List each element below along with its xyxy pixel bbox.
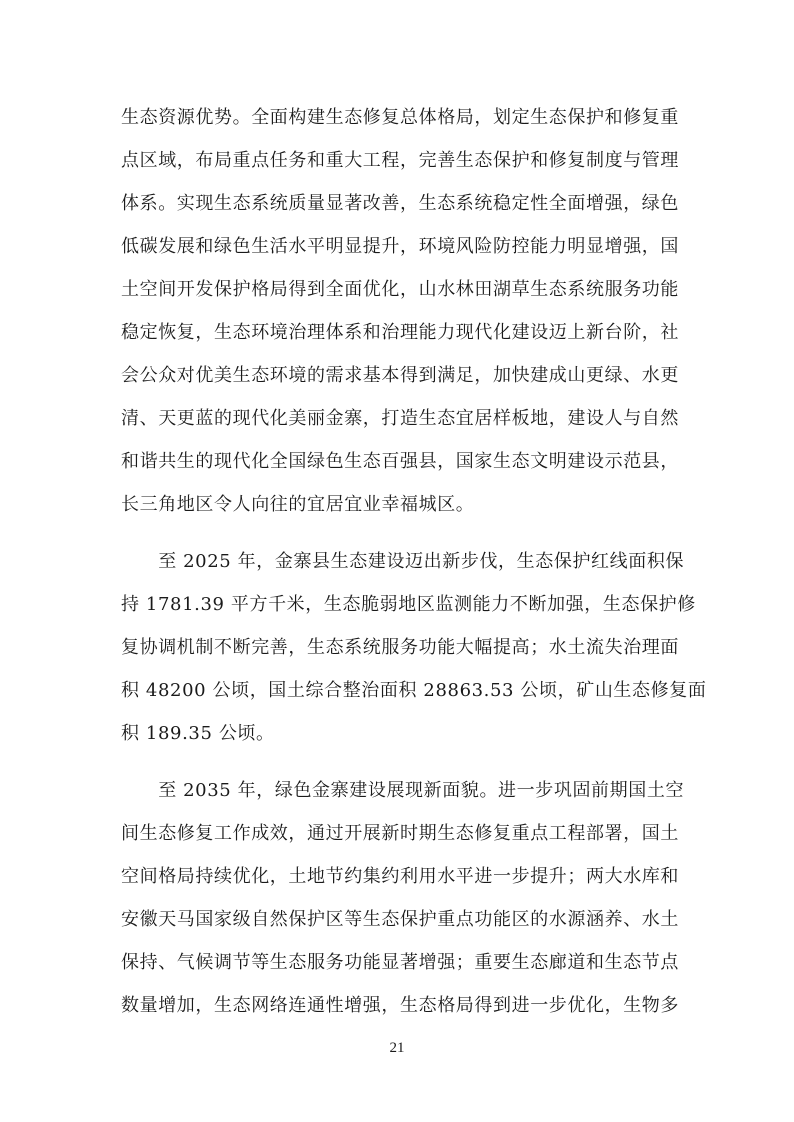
paragraph-gap [121,755,679,769]
text-line: 体系。实现生态系统质量显著改善，生态系统稳定性全面增强，绿色 [121,193,679,214]
paragraph-3 [121,769,685,1027]
page-number: 21 [389,1040,405,1056]
text-line: 数量增加，生态网络连通性增强，生态格局得到进一步优化，生物多 [121,995,679,1016]
text-line: 点区域，布局重点任务和重大工程，完善生态保护和修复制度与管理 [121,150,679,171]
text-line: 复协调机制不断完善，生态系统服务功能大幅提高；水土流失治理面 [121,637,679,658]
text-line: 稳定恢复，生态环境治理体系和治理能力现代化建设迈上新台阶，社 [121,322,679,343]
text-line: 生态资源优势。全面构建生态修复总体格局，划定生态保护和修复重 [121,107,679,128]
text-line: 保持、气候调节等生态服务功能显著增强；重要生态廊道和生态节点 [121,952,679,973]
text-line: 积 48200 公顷，国土综合整治面积 28863.53 公顷，矿山生态修复面 [121,680,707,701]
paragraph-gap [121,526,679,540]
text-line: 持 1781.39 平方千米，生态脆弱地区监测能力不断加强，生态保护修 [121,594,696,615]
text-line: 长三角地区令人向往的宜居宜业幸福城区。 [121,494,475,515]
text-line: 至 2025 年，金寨县生态建设迈出新步伐，生态保护红线面积保 [121,551,685,572]
document-body [121,96,707,1027]
text-line: 间生态修复工作成效，通过开展新时期生态修复重点工程部署，国土 [121,823,679,844]
text-line: 空间格局持续优化，土地节约集约利用水平进一步提升；两大水库和 [121,866,679,887]
text-line: 低碳发展和绿色生活水平明显提升，环境风险防控能力明显增强，国 [121,236,679,257]
text-line: 安徽天马国家级自然保护区等生态保护重点功能区的水源涵养、水土 [121,909,679,930]
text-line: 清、天更蓝的现代化美丽金寨，打造生态宜居样板地，建设人与自然 [121,408,679,429]
paragraph-1 [121,96,679,526]
text-line: 和谐共生的现代化全国绿色生态百强县，国家生态文明建设示范县， [121,451,679,472]
text-line: 积 189.35 公顷。 [121,723,275,744]
text-line: 至 2035 年，绿色金寨建设展现新面貌。进一步巩固前期国土空 [121,780,685,801]
text-line: 会公众对优美生态环境的需求基本得到满足，加快建成山更绿、水更 [121,365,679,386]
text-line: 土空间开发保护格局得到全面优化，山水林田湖草生态系统服务功能 [121,279,679,300]
paragraph-2 [121,540,707,755]
